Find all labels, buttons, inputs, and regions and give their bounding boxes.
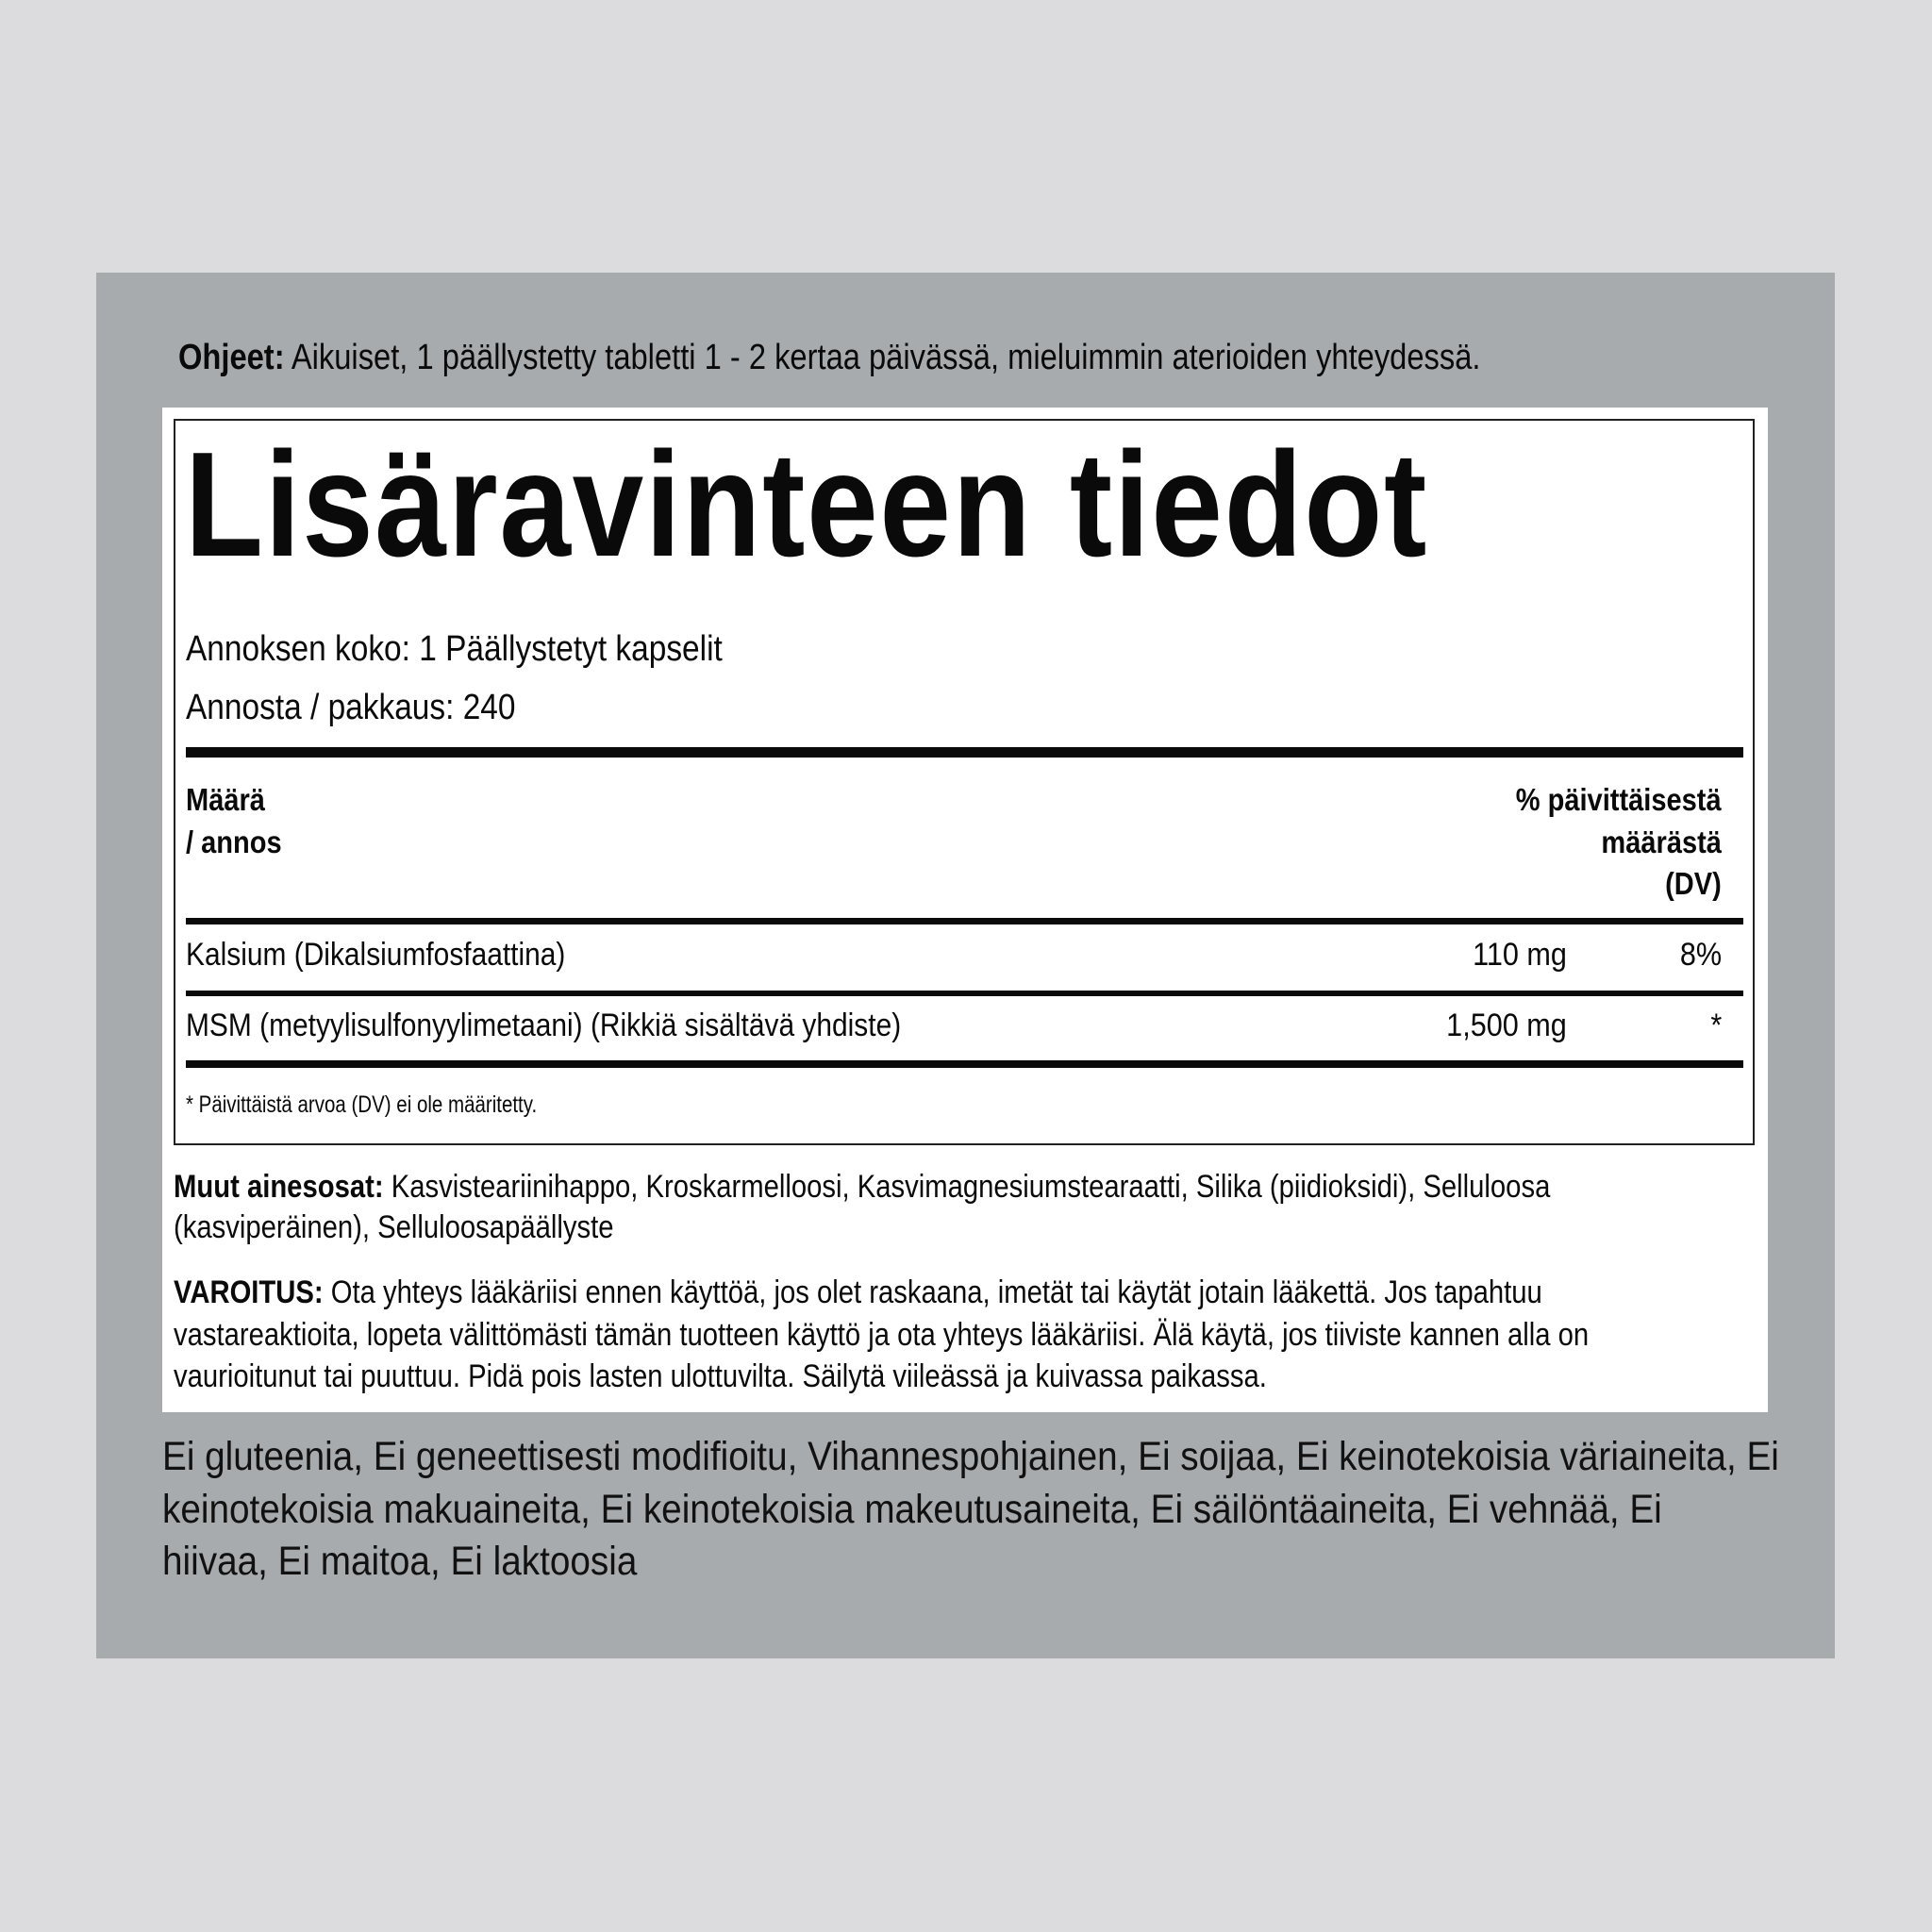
nutrient-amount (1433, 1007, 1567, 1044)
servings-wrap (186, 687, 560, 728)
footnote-wrap (186, 1091, 614, 1119)
header-amount-line: / annos (186, 824, 282, 859)
warning-text: vaurioitunut tai puuttuu. Pidä pois lasten ulottuvilta. Säilytä viileässä ja kuivassa paikassa. (174, 1358, 1267, 1394)
header-amount-line: Määrä (186, 782, 265, 817)
dv-value: 8% (1679, 937, 1722, 973)
directions-label: Ohjeet: (178, 338, 285, 377)
thick-divider (186, 747, 1743, 758)
header-dv (1488, 779, 1722, 906)
row-divider (186, 991, 1743, 996)
warning-label: VAROITUS: (174, 1274, 324, 1310)
free-from-line: Ei gluteenia, Ei geneettisesti modifioitu, Vihannespohjainen, Ei soijaa, Ei keinotekoisia väriaineita, Ei (162, 1434, 1779, 1479)
header-divider (186, 918, 1743, 924)
other-ingredients (174, 1167, 1774, 1248)
servings-per-container: Annosta / pakkaus: 240 (186, 688, 516, 727)
header-amount (186, 779, 295, 863)
footnote: * Päivittäistä arvoa (DV) ei ole määritetty. (186, 1091, 538, 1118)
warning-text: Ota yhteys lääkäriisi ennen käyttöä, jos olet raskaana, imetät tai käytät jotain lääkettä. Jos tapahtuu (323, 1274, 1542, 1310)
facts-title: Lisäravinteen tiedot (185, 422, 1429, 588)
nutrient-name: Kalsium (Dikalsiumfosfaattina) (186, 937, 566, 973)
free-from-line: keinotekoisia makuaineita, Ei keinotekoisia makeutusaineita, Ei säilöntäaineita, Ei vehnää, Ei (162, 1486, 1662, 1532)
header-dv-line: (DV) (1665, 866, 1722, 901)
header-dv-line: määrästä (1601, 824, 1722, 859)
nutrient-dv (1709, 1007, 1722, 1044)
nutrient-amount (1462, 936, 1567, 974)
other-ingredients-text: Kasvisteariinihappo, Kroskarmelloosi, Kasvimagnesiumstearaatti, Silika (piidioksidi), Selluloosa (383, 1169, 1551, 1205)
nutrient-row-name (186, 936, 617, 974)
nutrient-dv (1675, 936, 1722, 974)
free-from-line: hiivaa, Ei maitoa, Ei laktoosia (162, 1539, 638, 1584)
serving-size-wrap (186, 628, 795, 670)
facts-title-wrap (185, 422, 1631, 588)
other-ingredients-label: Muut ainesosat: (174, 1169, 384, 1205)
other-ingredients-text: (kasviperäinen), Selluloosapäällyste (174, 1209, 614, 1245)
thick-divider (186, 1060, 1743, 1068)
serving-size: Annoksen koko: 1 Päällystetyt kapselit (186, 629, 723, 669)
header-dv-line: % päivittäisestä (1516, 782, 1722, 817)
dv-value: * (1710, 1008, 1722, 1043)
amount-value: 1,500 mg (1446, 1008, 1567, 1043)
nutrient-name: MSM (metyylisulfonyylimetaani) (Rikkiä sisältävä yhdiste) (186, 1008, 902, 1043)
directions-text: Aikuiset, 1 päällystetty tabletti 1 - 2 kertaa päivässä, mieluimmin aterioiden yhteydessä. (284, 338, 1481, 377)
nutrient-row-name (186, 1007, 999, 1044)
directions (178, 337, 1692, 378)
amount-value: 110 mg (1473, 937, 1567, 973)
free-from-claims (162, 1431, 1932, 1589)
warning-text: vastareaktioita, lopeta välittömästi tämän tuotteen käyttö ja ota yhteys lääkäriisi. Älä käytä, jos tiiviste kannen alla on (174, 1316, 1590, 1353)
warning (174, 1272, 1819, 1398)
